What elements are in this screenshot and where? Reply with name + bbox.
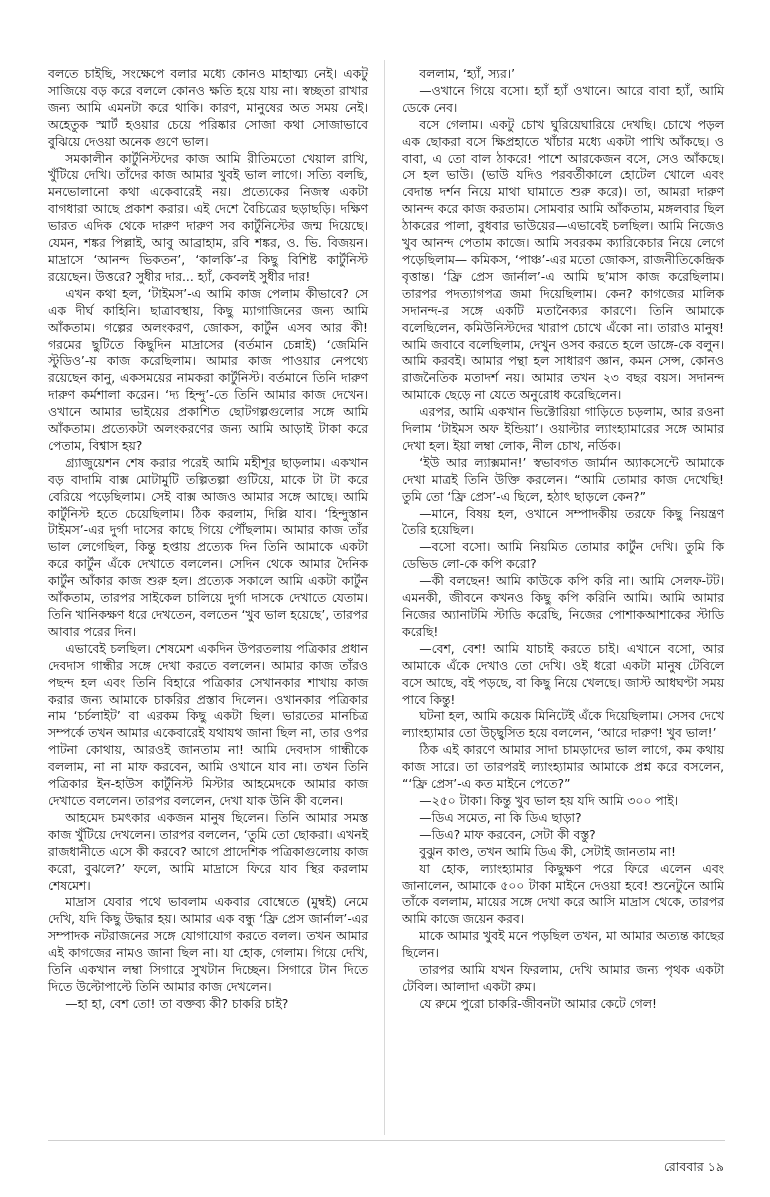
paragraph: ‘ইউ আর ল্যাক্সমান!’ স্বভাবগত জার্মান অ্যাকসেন্টে আমাকে দেখা মাত্রই তিনি উক্তি করলেন। “আমি তোমার কাজ দেখেছি! তুমি তো ‘ফ্রি প্রেস’-এ ছিলে, হঠাৎ ছাড়লে কেন?”: [402, 455, 724, 504]
paragraph: —কী বলছেন! আমি কাউকে কপি করি না। আমি সেলফ-টট। এমনকী, জীবনে কখনও কিছু কপি করিনি আমি। আমি আমার নিজের অ্যানাটমি স্টাডি করেছি, নিজের পোশাকআশাকের স্টাডি করেছি!: [402, 574, 724, 639]
paragraph: বুঝুন কাণ্ড, তখন আমি ডিএ কী, সেটাই জানতাম না!: [419, 844, 676, 859]
paragraph: তারপর আমি যখন ফিরলাম, দেখি আমার জন্য পৃথক একটা টেবিল। আলাদা একটা রুম।: [402, 963, 724, 994]
paragraph: এখন কথা হল, ‘টাইমস’-এ আমি কাজ পেলাম কীভাবে? সে এক দীর্ঘ কাহিনি। ছাত্রাবস্থায়, কিছু ম্যাগাজিনের জন্য আমি আঁকতাম। গল্পের অলংকরণ, জোকস, কার্টুন এসব আর কী! গরমের ছুটিতে কিছুদিন মাদ্রাসের (বর্তমান চেন্নাই) ‘জেমিনি স্টুডিও’-য় কাজ করেছিলাম। আমার কাজ পাওয়ার নেপথ্যে রয়েছেন কানু, একসময়ের নামকরা কার্টুনিস্ট। বর্তমানে তিনি দারুণ দারুণ কর্মশালা করেন। ‘দ্য হিন্দু’-তে তিনি আমার কাজ দেখেন। ওখানে আমার ভাইয়ের প্রকাশিত ছোটগল্পগুলোর সঙ্গে আমি আঁকতাম। প্রত্যেকটা অলংকরণের জন্য আমি আড়াই টাকা করে পেতাম, বিশ্বাস হয়?: [48, 286, 368, 453]
paragraph: মাকে আমার খুবই মনে পড়ছিল তখন, মা আমার অত্যন্ত কাছের ছিলেন।: [402, 929, 724, 961]
paragraph: —হা হা, বেশ তো! তা বক্তব্য কী? চাকরি চাই?: [65, 996, 289, 1011]
paragraph: —২৫০ টাকা। কিন্তু খুব ভাল হয় যদি আমি ৩০০ পাই।: [419, 793, 679, 808]
paragraph: ঠিক এই কারণে আমার সাদা চামড়াদের ভাল লাগে, কম কথায় কাজ সারে। তা তারপরই ল্যাংহ্যামার আমাকে প্রশ্ন করে বসলেন, “‘ফ্রি প্রেস’-এ কত মাইনে পেতে?”: [402, 743, 724, 792]
paragraph: ঘটনা হল, আমি কয়েক মিনিটেই এঁকে দিয়েছিলাম। সেসব দেখে ল্যাংহ্যামার তো উচ্ছ্বসিত হয়ে বললেন, ‘আরে দারুণ! খুব ভাল!’: [402, 709, 724, 741]
paragraph: —বসো বসো। আমি নিয়মিত তোমার কার্টুন দেখি। তুমি কি ডেভিড লো-কে কপি করো?: [402, 540, 724, 572]
column-divider: [384, 60, 385, 1135]
paragraph: —ওখানে গিয়ে বসো। হ্যাঁ হ্যাঁ ওখানে। আরে বাবা হ্যাঁ, আমি ডেকে নেব।: [402, 83, 724, 115]
paragraph: —ডিএ? মাফ করবেন, সেটা কী বস্তু?: [419, 827, 596, 842]
page-folio: রোববার ১৯: [663, 1159, 724, 1174]
paragraph: সমকালীন কার্টুনিস্টদের কাজ আমি রীতিমতো খেয়াল রাখি, খুঁটিয়ে দেখি। তাঁদের কাজ আমার খুবই ভাল লাগে। সত্যি বলছি, মনভোলানো কথা একেবারেই নয়। প্রত্যেকের নিজস্ব একটা বাগধারা আছে প্রকাশ করার। এই দেশে বৈচিত্রের ছড়াছড়ি। দক্ষিণ ভারত এদিক থেকে দারুণ দারুণ সব কার্টুনিস্টের জন্ম দিয়েছে। যেমন, শঙ্কর পিল্লাই, আবু আব্রাহাম, রবি শঙ্কর, ও. ভি. বিজয়ন। মাদ্রাসে ‘আনন্দ ভিকতন’, ‘কালকি’-র কিছু বিশিষ্ট কার্টুনিস্ট রয়েছেন। উত্তরে? সুধীর দার... হ্যাঁ, কেবলই সুধীর দার!: [48, 151, 368, 284]
paragraph: বললাম, ‘হ্যাঁ, স্যর।’: [419, 67, 516, 81]
paragraph: যে রুমে পুরো চাকরি-জীবনটা আমার কেটে গেল!: [419, 996, 657, 1011]
paragraph: এরপর, আমি একখান ভিক্টোরিয়া গাড়িতে চড়লাম, আর রওনা দিলাম ‘টাইমস অফ ইন্ডিয়া’। ওয়াল্টার ল্যাংহ্যামারের সঙ্গে আমার দেখা হল। ইয়া লম্বা লোক, নীল চোখ, নর্ডিক।: [402, 405, 724, 453]
paragraph: যা হোক, ল্যাংহ্যামার কিছুক্ষণ পরে ফিরে এলেন এবং জানালেন, আমাকে ৫০০ টাকা মাইনে দেওয়া হবে! শুনেটুনে আমি তাঁকে বললাম, মায়ের সঙ্গে দেখা করে আসি মাদ্রাস থেকে, তারপর আমি কাজে জয়েন করব।: [402, 861, 724, 927]
paragraph: আহমেদ চমৎকার একজন মানুষ ছিলেন। তিনি আমার সমস্ত কাজ খুঁটিয়ে দেখলেন। তারপর বললেন, ‘তুমি তো ছোকরা। এখনই রাজধানীতে এসে কী করবে? আগে প্রাদেশিক পত্রিকাগুলোয় কাজ করো, বুঝলে?’ ফলে, আমি মাদ্রাসে ফিরে যাব স্থির করলাম শেষমেশ।: [48, 810, 368, 893]
paragraph: বসে গেলাম। একটু চোখ ঘুরিয়েঘারিয়ে দেখছি। চোখে পড়ল এক ছোকরা বসে ক্ষিপ্রহাতে খাঁচার মধ্যে একটা পাখি আঁকছে। ও বাবা, এ তো বাল ঠাকরে! পাশে আরকেজন বসে, সেও আঁকছে। সে হল ভাউ। (ভাউ যদিও পরবর্তীকালে হোটেল খোলে এবং বেদান্ত দর্শন নিয়ে মাথা ঘামাতে শুরু করে)। তা, আমরা দারুণ আনন্দ করে কাজ করতাম। সোমবার আমি আঁকতাম, মঙ্গলবার ছিল ঠাকরের পালা, বুধবার ভাউয়ের—এভাবেই চলছিল। আমি নিজেও খুব আনন্দ পেতাম কাজে। আমি সবরকম ক্যারিকেচার নিয়ে লেগে পড়েছিলাম— কমিকস, ‘পাঞ্চ’-এর মতো জোকস, রাজনীতিকেন্দ্রিক বৃত্তান্ত। ‘ফ্রি প্রেস জার্নাল’-এ আমি ছ’মাস কাজ করেছিলাম। তারপর পদত্যাগপত্র জমা দিয়েছিলাম। কেন? কাগজের মালিক সদানন্দ-র সঙ্গে একটি মতানৈক্যর কারণে। তিনি আমাকে বলেছিলেন, কমিউনিস্টদের খারাপ চোখে এঁকো না। তারাও মানুষ! আমি জবাবে বলেছিলাম, দেখুন ওসব করতে হলে ডাঙ্গে-কে বলুন। আমি করবই। আমার পন্থা হল সাধারণ জ্ঞান, কমন সেন্স, কোনও রাজনৈতিক মতাদর্শ নয়। আমার তখন ২৩ বছর বয়স। সদানন্দ আমাকে ছেড়ে না যেতে অনুরোধ করেছিলেন।: [402, 117, 724, 403]
article-column-right: [402, 66, 724, 1013]
article-column-left: [48, 66, 368, 1013]
footer-rule: [48, 1140, 725, 1141]
paragraph: এভাবেই চলছিল। শেষমেশ একদিন উপরতলায় পত্রিকার প্রধান দেবদাস গান্ধীর সঙ্গে দেখা করতে বললেন। আমার কাজ তাঁরও পছন্দ হল এবং তিনি বিহারে পত্রিকার সেখানকার শাখায় কাজ করার জন্য আমাকে চাকরির প্রস্তাব দিলেন। ওখানকার পত্রিকার নাম ‘চর্চলাইট’ বা এরকম কিছু একটা ছিল। ভারতের মানচিত্র সম্পর্কে তখন আমার একেবারেই যথাযথ জানা ছিল না, তার ওপর পাটনা কোথায়, আরওই জানতাম না! আমি দেবদাস গান্ধীকে বললাম, না না মাফ করবেন, আমি ওখানে যাব না। তখন তিনি পত্রিকার ইন-হাউস কার্টুনিস্ট মিস্টার আহমেদকে আমার কাজ দেখাতে বললেন। তারপর বললেন, দেখা যাক উনি কী বলেন।: [48, 641, 368, 808]
paragraph: বলতে চাইছি, সংক্ষেপে বলার মধ্যে কোনও মাহাত্ম্য নেই। একটু সাজিয়ে বড় করে বললে কোনও ক্ষতি হয়ে যায় না। স্বচ্ছতা রাখার জন্য আমি এমনটা করে থাকি। কারণ, মানুষের অত সময় নেই। অহেতুক স্মার্ট হওয়ার চেয়ে পরিষ্কার সোজা কথা সোজাভাবে বুঝিয়ে দেওয়া অনেক গুণে ভাল।: [48, 67, 368, 149]
paragraph: গ্র্যাজুয়েশন শেষ করার পরেই আমি মহীশূর ছাড়লাম। একখান বড় বাদামি বাক্স মোটামুটি তল্পিতল্পা গুটিয়ে, মাকে টা টা করে বেরিয়ে পড়েছিলাম। সেই বাক্স আজও আমার সঙ্গে আছে। আমি কার্টুনিস্ট হতে চেয়েছিলাম। ঠিক করলাম, দিল্লি যাব। ‘হিন্দুস্তান টাইমস’-এর দুর্গা দাসের কাছে গিয়ে পৌঁছলাম। আমার কাজ তাঁর ভাল লেগেছিল, কিন্তু হপ্তায় প্রত্যেক দিন তিনি আমাকে একটা করে কার্টুন এঁকে দেখাতে বললেন। সেদিন থেকে আমার দৈনিক কার্টুন আঁকার কাজ শুরু হল। প্রত্যেক সকালে আমি একটা কার্টুন আঁকতাম, তারপর সাইকেল চালিয়ে দুর্গা দাসকে দেখাতে যেতাম। তিনি খানিকক্ষণ ধরে দেখতেন, বলতেন ‘খুব ভাল হয়েছে’, তারপর আবার পরের দিন।: [48, 455, 368, 639]
paragraph: —মানে, বিষয় হল, ওখানে সম্পাদকীয় তরফে কিছু নিয়ন্ত্রণ তৈরি হয়েছিল।: [402, 506, 724, 538]
paragraph: —ডিএ সমেত, না কি ডিএ ছাড়া?: [419, 810, 582, 825]
paragraph: —বেশ, বেশ! আমি যাচাই করতে চাই। এখানে বসো, আর আমাকে এঁকে দেখাও তো দেখি। ওই ধরো একটা মানুষ টেবিলে বসে আছে, বই পড়ছে, বা কিছু নিয়ে খেলছে। জাস্ট আধঘণ্টা সময় পাবে কিন্তু!: [402, 641, 724, 707]
paragraph: মাদ্রাস যেবার পথে ভাবলাম একবার বোম্বেতে (মুম্বই) নেমে দেখি, যদি কিছু উদ্ধার হয়। আমার এক বন্ধু ‘ফ্রি প্রেস জার্নাল’-এর সম্পাদক নটরাজনের সঙ্গে যোগাযোগ করতে বলল। তখন আমার এই কাগজের নামও জানা ছিল না। যা হোক, গেলাম। গিয়ে দেখি, তিনি একখান লম্বা সিগারে সুখটান দিচ্ছেন। সিগারে টান দিতে দিতে উল্টোপাল্টে তিনি আমার কাজ দেখলেন।: [48, 895, 368, 994]
